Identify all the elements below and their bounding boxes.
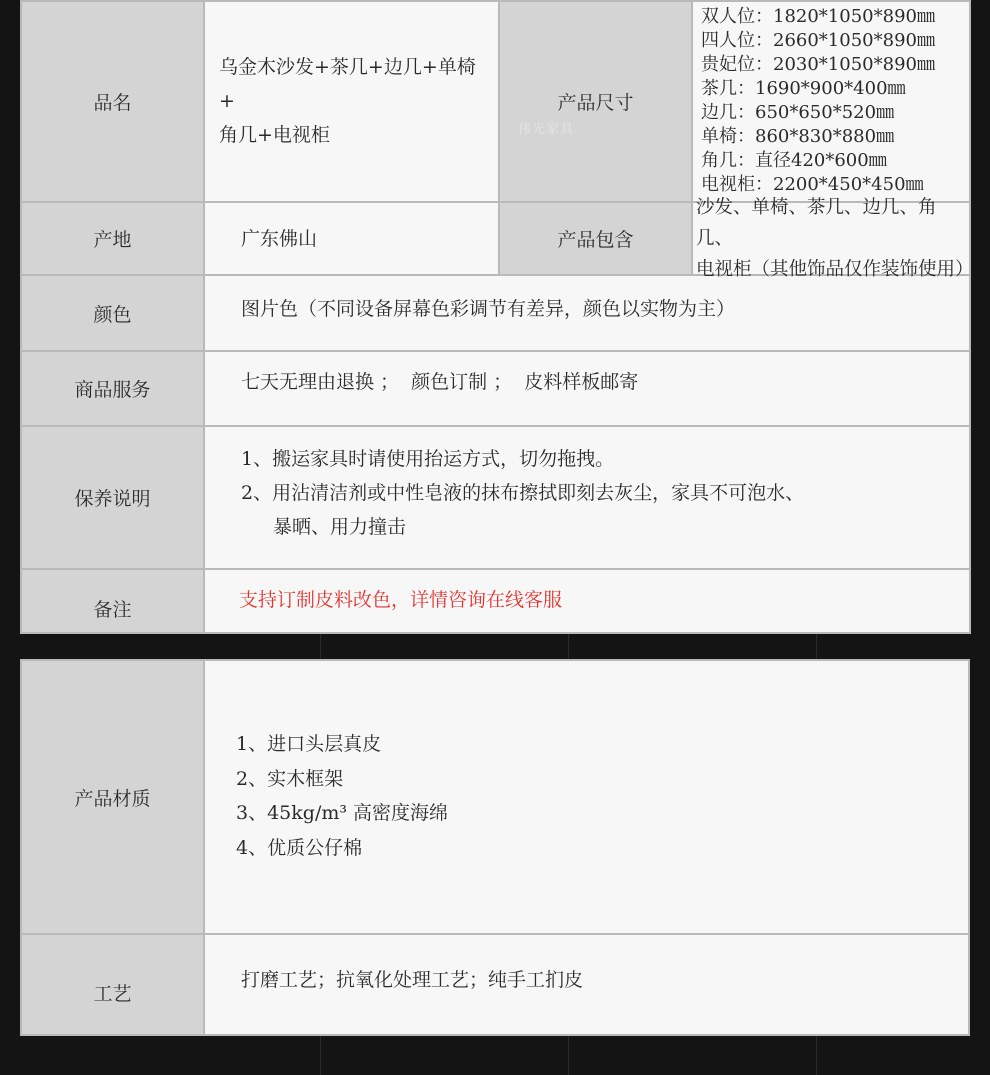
watermark: 伟光家具 bbox=[518, 122, 575, 137]
background-line bbox=[320, 1036, 321, 1075]
includes-value bbox=[693, 197, 974, 280]
size-item: 边几：650*650*520㎜ bbox=[701, 101, 895, 123]
care-line: 暴晒、用力撞击 bbox=[273, 515, 407, 538]
size-list bbox=[701, 5, 935, 197]
name-value-line: 乌金木沙发+茶几+边几+单椅+ bbox=[219, 55, 476, 112]
table-row-craft bbox=[22, 935, 968, 1034]
table-row-service bbox=[22, 352, 969, 427]
remark-label: 备注 bbox=[22, 570, 205, 632]
material-list bbox=[236, 727, 448, 865]
care-line: 2、用沾清洁剂或中性皂液的抹布擦拭即刻去灰尘，家具不可泡水、 bbox=[241, 481, 805, 504]
remark-value: 支持订制皮料改色，详情咨询在线客服 bbox=[239, 589, 563, 611]
material-item: 3、45kg/m³ 高密度海绵 bbox=[236, 802, 449, 824]
size-item: 单椅：860*830*880㎜ bbox=[701, 125, 895, 147]
name-value-line: 角几+电视柜 bbox=[219, 123, 330, 146]
name-value bbox=[207, 2, 500, 201]
size-item: 角几：直径420*600㎜ bbox=[701, 149, 887, 171]
craft-value: 打磨工艺；抗氧化处理工艺；纯手工扪皮 bbox=[241, 968, 584, 991]
size-value bbox=[693, 2, 969, 201]
size-item: 电视柜：2200*450*450㎜ bbox=[701, 173, 924, 195]
service-label: 商品服务 bbox=[22, 352, 205, 425]
table-row-name bbox=[22, 2, 969, 203]
craft-label: 工艺 bbox=[22, 935, 205, 1034]
origin-value: 广东佛山 bbox=[207, 203, 500, 274]
background-line bbox=[568, 634, 569, 659]
table-row-origin bbox=[22, 197, 974, 280]
size-item: 贵妃位：2030*1050*890㎜ bbox=[701, 53, 935, 75]
material-table bbox=[20, 659, 970, 1036]
background-line bbox=[568, 1036, 569, 1075]
table-row-color bbox=[22, 276, 969, 352]
spec-table bbox=[20, 0, 974, 634]
includes-line: 电视柜（其他饰品仅作装饰使用） bbox=[696, 259, 974, 280]
background-line bbox=[816, 634, 817, 659]
name-label: 品名 bbox=[22, 2, 205, 201]
table-row-care bbox=[22, 427, 969, 570]
care-label: 保养说明 bbox=[22, 427, 205, 568]
material-item: 4、优质公仔棉 bbox=[236, 836, 363, 859]
service-value: 七天无理由退换 ； 颜色订制 ； 皮料样板邮寄 bbox=[241, 370, 639, 393]
background-line bbox=[816, 1036, 817, 1075]
color-label: 颜色 bbox=[22, 276, 205, 350]
table-row-material bbox=[22, 661, 968, 935]
table-row-remark bbox=[22, 570, 969, 632]
size-item: 双人位：1820*1050*890㎜ bbox=[701, 5, 935, 27]
material-label: 产品材质 bbox=[22, 661, 205, 933]
includes-line: 沙发、单椅、茶几、边几、角几、 bbox=[696, 197, 937, 249]
care-value bbox=[207, 427, 969, 568]
includes-label: 产品包含 bbox=[500, 203, 693, 274]
material-item: 2、实木框架 bbox=[236, 767, 344, 790]
material-value bbox=[207, 661, 968, 933]
care-line: 1、搬运家具时请使用抬运方式，切勿拖拽。 bbox=[241, 447, 615, 470]
background-line bbox=[320, 634, 321, 659]
size-item: 四人位：2660*1050*890㎜ bbox=[701, 29, 935, 51]
origin-label: 产地 bbox=[22, 203, 205, 274]
color-value: 图片色（不同设备屏幕色彩调节有差异，颜色以实物为主） bbox=[241, 298, 736, 320]
size-label: 产品尺寸 bbox=[500, 2, 693, 201]
size-item: 茶几：1690*900*400㎜ bbox=[701, 77, 906, 99]
material-item: 1、进口头层真皮 bbox=[236, 733, 382, 755]
